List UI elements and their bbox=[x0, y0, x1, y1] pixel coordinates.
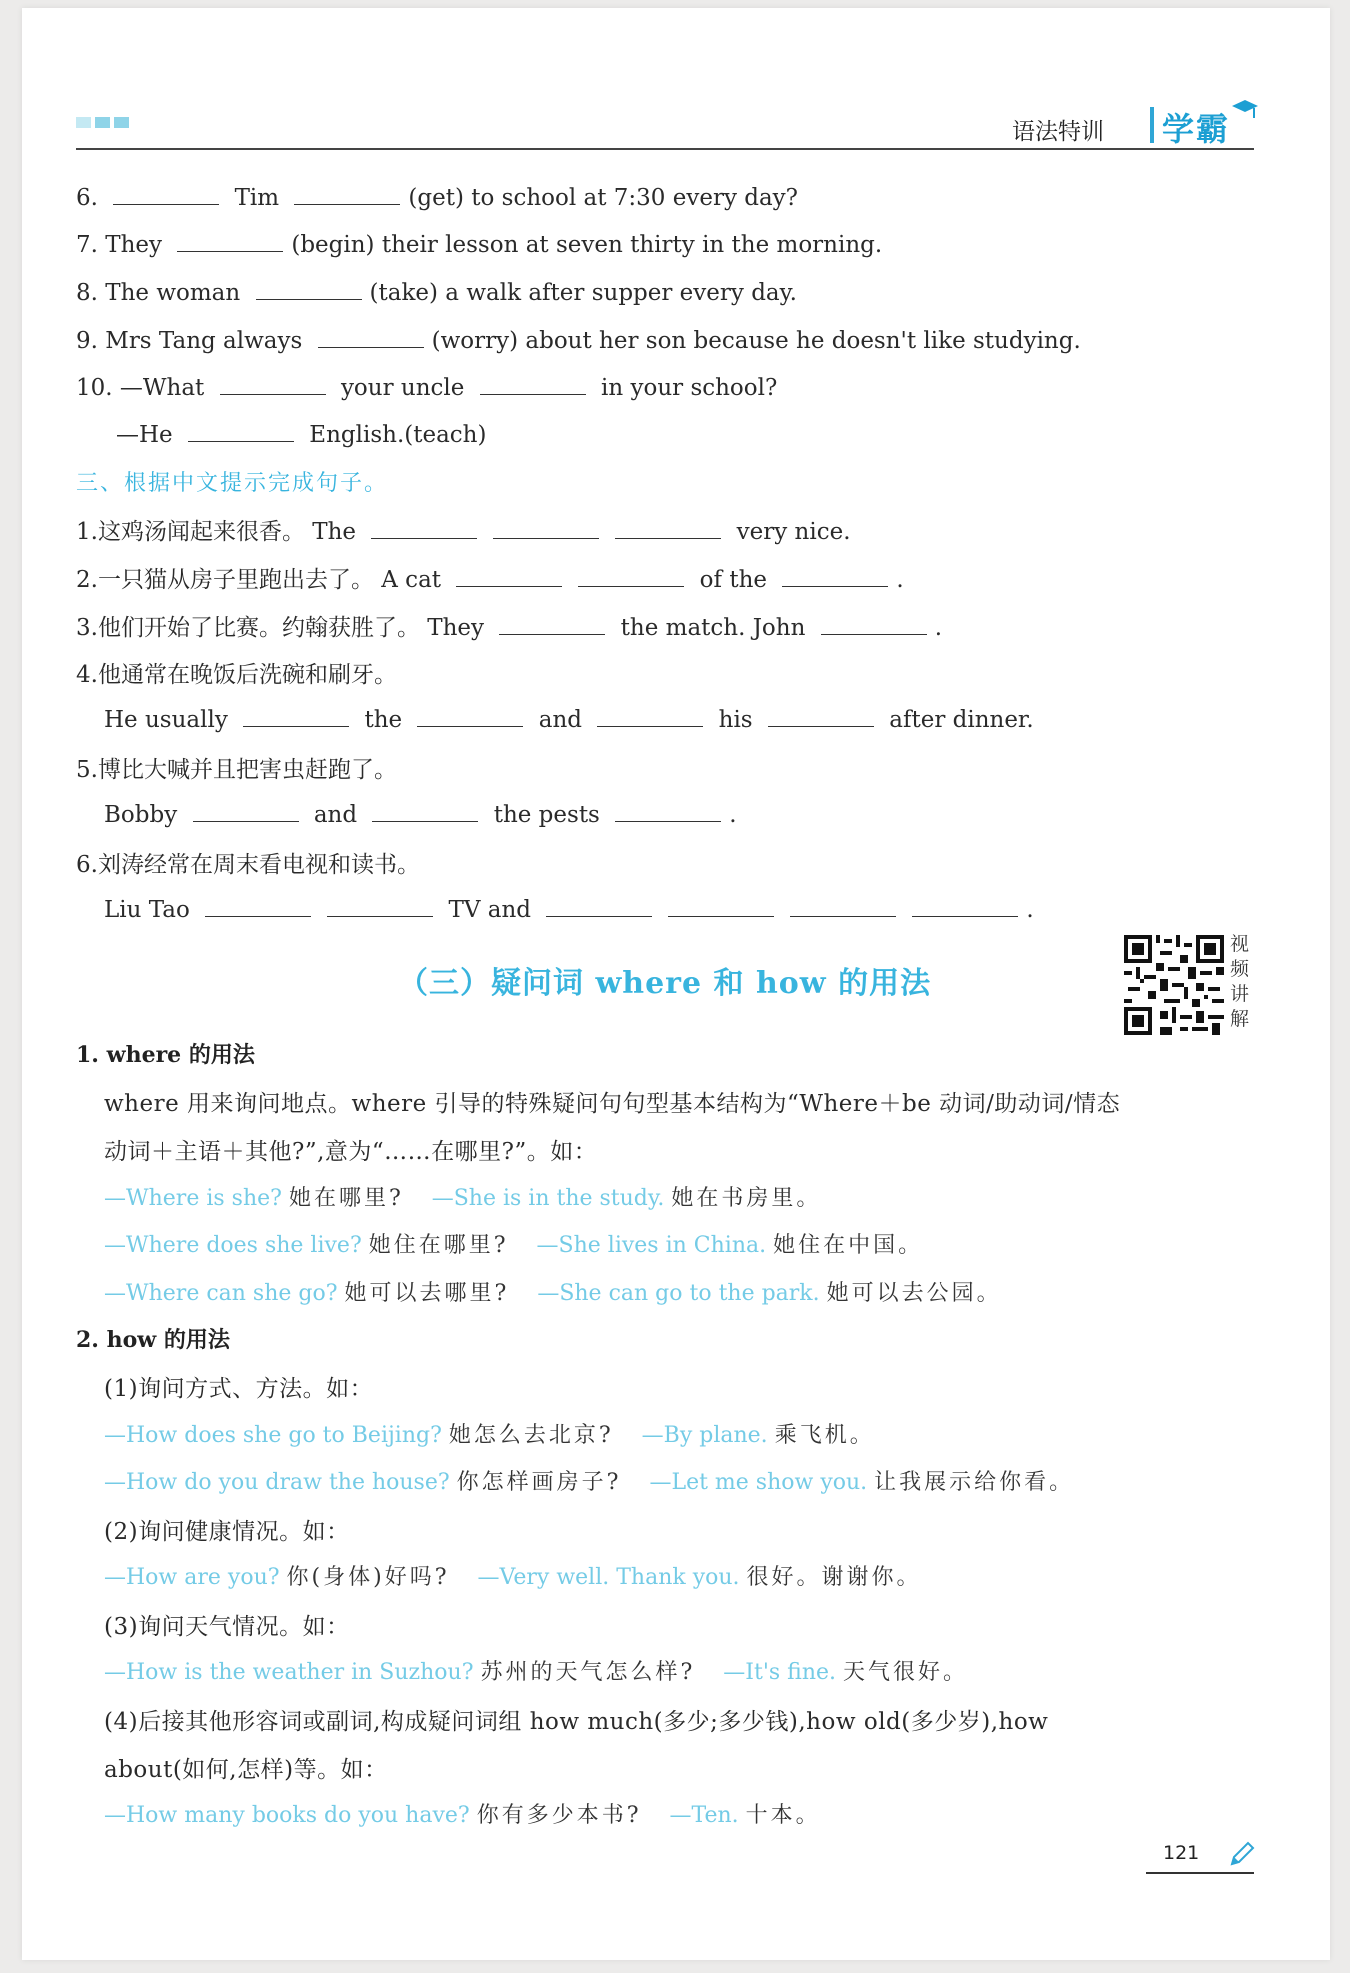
answer-blank[interactable] bbox=[193, 799, 299, 822]
s3-item-6-prompt: 6.刘涛经常在周末看电视和读书。 bbox=[76, 852, 420, 878]
how-sub-3: (3)询问天气情况。如： bbox=[104, 1614, 350, 1640]
section-3-heading: 三、根据中文提示完成句子。 bbox=[76, 471, 389, 496]
s3-item-5-prompt: 5.博比大喊并且把害虫赶跑了。 bbox=[76, 757, 397, 783]
how-example-1-1: —How does she go to Beijing? 她怎么去北京? —By plane. 乘飞机。 bbox=[104, 1423, 875, 1448]
graduation-cap-icon bbox=[1230, 98, 1260, 124]
answer-blank[interactable] bbox=[220, 372, 326, 395]
answer-blank[interactable] bbox=[318, 325, 424, 348]
answer-blank[interactable] bbox=[821, 612, 927, 635]
header-label: 语法特训 bbox=[1012, 119, 1104, 145]
how-example-2-1: —How are you? 你(身体)好吗? —Very well. Thank you. 很好。谢谢你。 bbox=[104, 1565, 922, 1590]
answer-blank[interactable] bbox=[294, 182, 400, 205]
how-sub-2: (2)询问健康情况。如： bbox=[104, 1519, 350, 1545]
s3-item-4-prompt: 4.他通常在晚饭后洗碗和刷牙。 bbox=[76, 662, 397, 688]
how-sub-4-line2: about(如何,怎样)等。如： bbox=[104, 1757, 388, 1783]
answer-blank[interactable] bbox=[668, 894, 774, 917]
s3-item-1: 1.这鸡汤闻起来很香。 The very nice. bbox=[76, 513, 851, 546]
footer-rule bbox=[1146, 1872, 1254, 1874]
answer-blank[interactable] bbox=[456, 564, 562, 587]
answer-blank[interactable] bbox=[546, 894, 652, 917]
exercise-item-10-question: 10. —What your uncle in your school? bbox=[76, 372, 777, 401]
how-heading: 2. how 的用法 bbox=[76, 1327, 230, 1353]
s3-item-6-answer: Liu Tao TV and . bbox=[104, 894, 1034, 923]
s3-item-3: 3.他们开始了比赛。约翰获胜了。 They the match. John . bbox=[76, 609, 942, 642]
how-example-1-2: —How do you draw the house? 你怎样画房子? —Let me show you. 让我展示给你看。 bbox=[104, 1470, 1075, 1495]
header-decoration bbox=[76, 113, 133, 132]
answer-blank[interactable] bbox=[372, 799, 478, 822]
answer-blank[interactable] bbox=[615, 516, 721, 539]
answer-blank[interactable] bbox=[327, 894, 433, 917]
answer-blank[interactable] bbox=[912, 894, 1018, 917]
answer-blank[interactable] bbox=[256, 277, 362, 300]
header-divider bbox=[1150, 107, 1154, 143]
answer-blank[interactable] bbox=[615, 799, 721, 822]
s3-item-4-answer: He usually the and his after dinner. bbox=[104, 704, 1034, 733]
how-sub-4-line1: (4)后接其他形容词或副词,构成疑问词组 how much(多少;多少钱),how old(多少岁),how bbox=[104, 1709, 1049, 1735]
how-example-4-1: —How many books do you have? 你有多少本书? —Ten. 十本。 bbox=[104, 1803, 821, 1828]
where-description-line1: where 用来询问地点。where 引导的特殊疑问句句型基本结构为“Where＋be 动词/助动词/情态 bbox=[104, 1091, 1121, 1117]
where-heading: 1. where 的用法 bbox=[76, 1042, 255, 1068]
answer-blank[interactable] bbox=[417, 704, 523, 727]
header-rule bbox=[76, 148, 1254, 150]
s3-item-2: 2.一只猫从房子里跑出去了。 A cat of the . bbox=[76, 561, 904, 594]
answer-blank[interactable] bbox=[790, 894, 896, 917]
answer-blank[interactable] bbox=[113, 182, 219, 205]
qr-code-icon[interactable] bbox=[1124, 935, 1224, 1035]
answer-blank[interactable] bbox=[578, 564, 684, 587]
answer-blank[interactable] bbox=[188, 419, 294, 442]
where-example-3: —Where can she go? 她可以去哪里? —She can go to the park. 她可以去公园。 bbox=[104, 1281, 1002, 1306]
where-example-2: —Where does she live? 她住在哪里? —She lives in China. 她住在中国。 bbox=[104, 1233, 924, 1258]
answer-blank[interactable] bbox=[782, 564, 888, 587]
exercise-item-8: 8. The woman (take) a walk after supper every day. bbox=[76, 277, 797, 306]
where-example-1: —Where is she? 她在哪里? —She is in the study. 她在书房里。 bbox=[104, 1186, 822, 1211]
answer-blank[interactable] bbox=[493, 516, 599, 539]
exercise-item-10-answer: —He English.(teach) bbox=[116, 419, 486, 448]
answer-blank[interactable] bbox=[768, 704, 874, 727]
exercise-item-7: 7. They (begin) their lesson at seven thirty in the morning. bbox=[76, 229, 882, 258]
page-number: 121 bbox=[1163, 1842, 1200, 1864]
how-sub-1: (1)询问方式、方法。如： bbox=[104, 1376, 374, 1402]
answer-blank[interactable] bbox=[499, 612, 605, 635]
answer-blank[interactable] bbox=[243, 704, 349, 727]
answer-blank[interactable] bbox=[205, 894, 311, 917]
answer-blank[interactable] bbox=[371, 516, 477, 539]
s3-item-5-answer: Bobby and the pests . bbox=[104, 799, 737, 828]
brand-logo: 学霸 bbox=[1162, 110, 1231, 148]
exercise-item-9: 9. Mrs Tang always (worry) about her son because he doesn't like studying. bbox=[76, 325, 1081, 354]
answer-blank[interactable] bbox=[480, 372, 586, 395]
exercise-item-6: 6. Tim (get) to school at 7:30 every day? bbox=[76, 182, 798, 211]
qr-label: 视频讲解 bbox=[1230, 933, 1250, 1030]
pencil-icon bbox=[1228, 1840, 1256, 1868]
how-example-3-1: —How is the weather in Suzhou? 苏州的天气怎么样? —It's fine. 天气很好。 bbox=[104, 1660, 969, 1685]
grammar-section-title: （三）疑问词 where 和 how 的用法 bbox=[398, 966, 932, 1001]
answer-blank[interactable] bbox=[597, 704, 703, 727]
answer-blank[interactable] bbox=[177, 229, 283, 252]
where-description-line2: 动词＋主语＋其他?”,意为“……在哪里?”。如： bbox=[104, 1139, 598, 1165]
